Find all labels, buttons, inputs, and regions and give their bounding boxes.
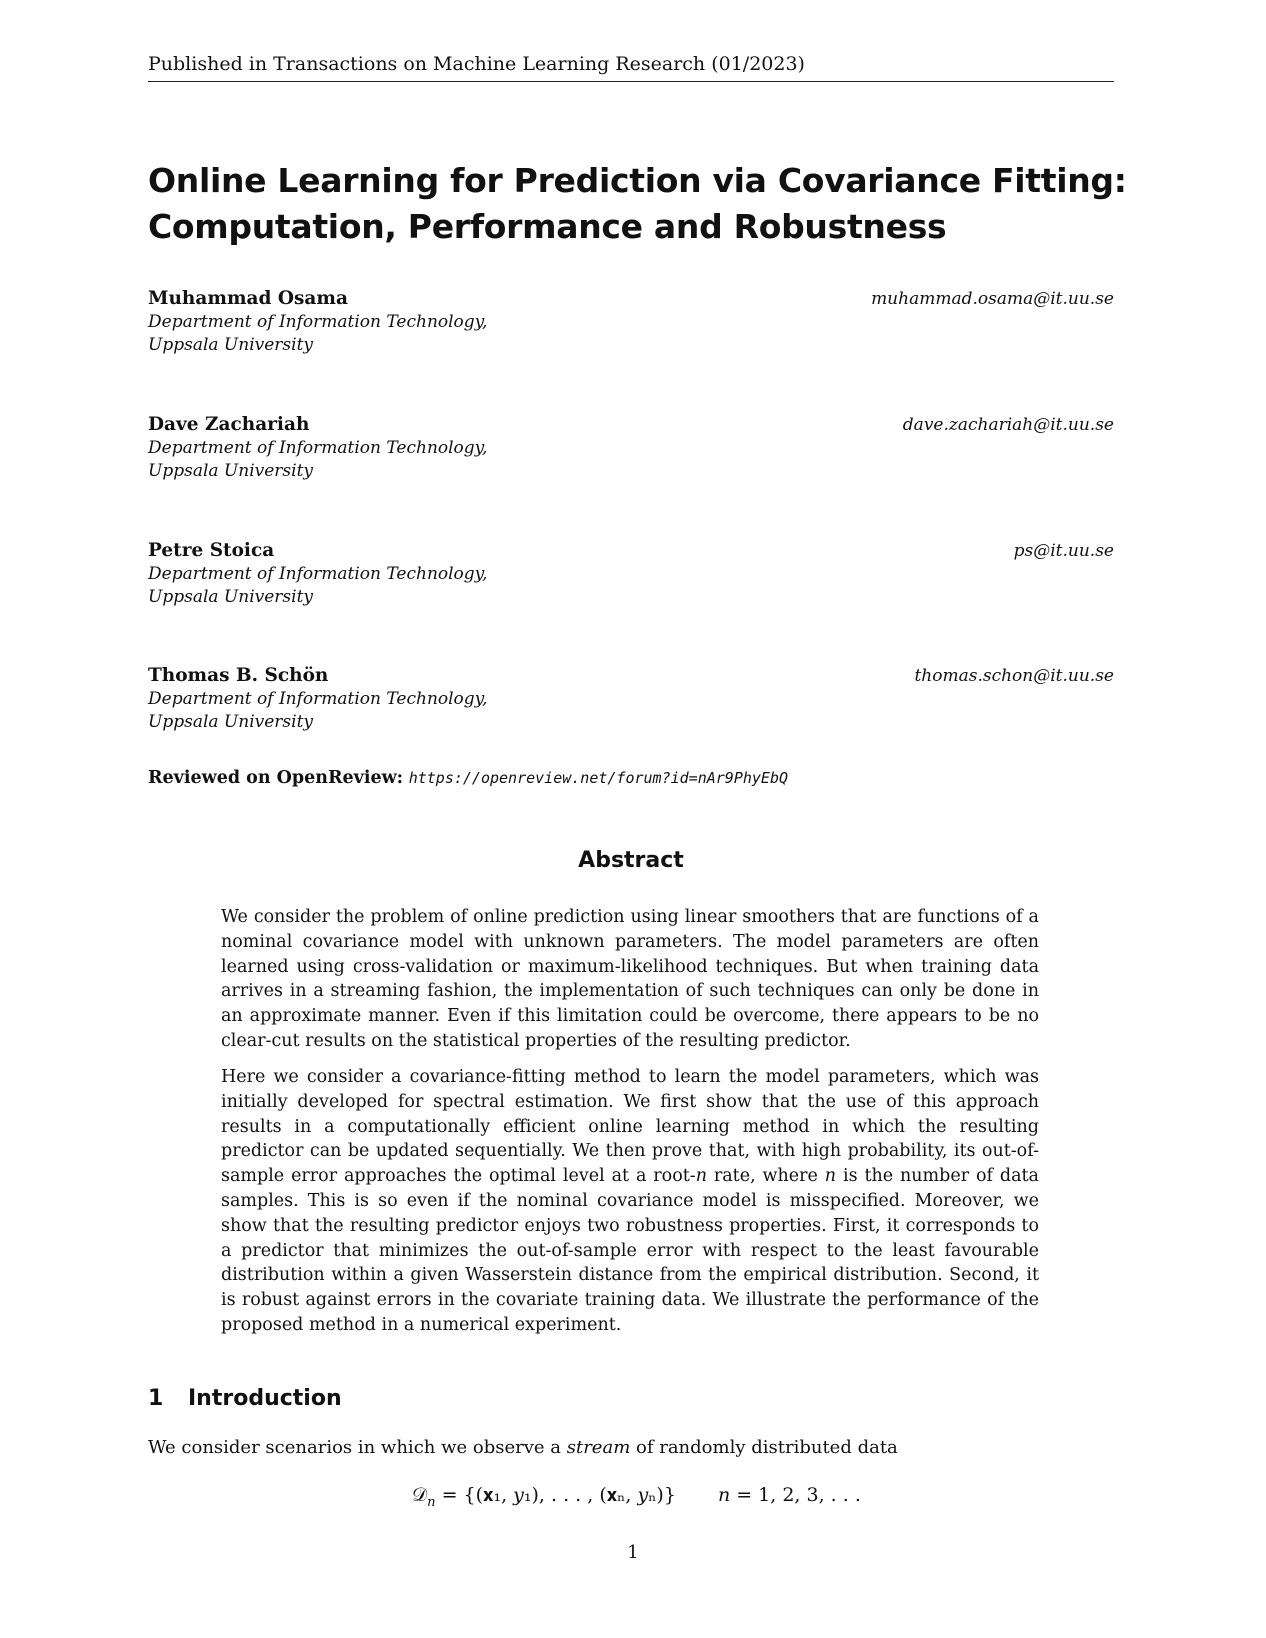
title-line-1: Online Learning for Prediction via Covariance Fitting: (148, 161, 1127, 200)
intro-sentence (148, 1437, 898, 1458)
abstract-heading: Abstract (578, 848, 684, 873)
author-email: dave.zachariah@it.uu.se (902, 415, 1114, 435)
abstract-text: is the number of data samples. This is so even if the nominal covariance model is misspecified. Moreover, we show that the resulting predictor enjoys two robustness properties. First, it corresponds to a predictor that minimizes the out-of-sample error with respect to the least favourable distribution within a given Wasserstein distance from the empirical distribution. Second, it is robust against errors in the covariate training data. We illustrate the performance of the proposed method in a numerical experiment. (221, 1166, 1039, 1335)
author-university: Uppsala University (148, 712, 314, 732)
abstract-paragraph-2 (221, 1065, 1039, 1338)
author-department: Department of Information Technology, (148, 438, 488, 458)
author-name: Muhammad Osama (148, 288, 348, 309)
author-university: Uppsala University (148, 587, 314, 607)
math-variable: n (695, 1166, 707, 1187)
abstract-paragraph-1: We consider the problem of online prediction using linear smoothers that are functions of a nominal covariance model with unknown parameters. The model parameters are often learned using cross-validation or maximum-likelihood techniques. But when training data arrives in a streaming fashion, the implementation of such techniques can only be done in an approximate manner. Even if this limitation could be overcome, there appears to be no clear-cut results on the statistical properties of the resulting predictor. (221, 907, 1039, 1051)
intro-text: We consider scenarios in which we observe a (148, 1437, 567, 1458)
openreview-link[interactable]: https://openreview.net/forum?id=nAr9PhyEbQ (408, 769, 789, 787)
author-block (148, 287, 1114, 357)
openreview-label: Reviewed on OpenReview: (148, 768, 404, 788)
abstract-text: rate, where (706, 1166, 825, 1187)
paper-title (148, 158, 1128, 250)
author-email: muhammad.osama@it.uu.se (871, 289, 1114, 309)
author-block (148, 413, 1114, 483)
equation-lhs: 𝒟 (412, 1484, 428, 1506)
intro-text: of randomly distributed data (630, 1437, 898, 1458)
author-university: Uppsala University (148, 335, 314, 355)
author-block (148, 539, 1114, 609)
author-department: Department of Information Technology, (148, 689, 488, 709)
running-header: Published in Transactions on Machine Learning Research (01/2023) (148, 53, 1114, 82)
author-name: Thomas B. Schön (148, 665, 329, 686)
equation-set: = {(𝐱₁, 𝑦₁), . . . , (𝐱ₙ, 𝑦ₙ)} (435, 1484, 676, 1506)
section-number: 1 (148, 1386, 164, 1411)
equation-subscript: n (427, 1494, 436, 1510)
section-heading (148, 1386, 342, 1411)
author-department: Department of Information Technology, (148, 312, 488, 332)
openreview-line (148, 768, 788, 788)
section-title: Introduction (188, 1386, 342, 1411)
author-name: Petre Stoica (148, 540, 275, 561)
author-university: Uppsala University (148, 461, 314, 481)
author-department: Department of Information Technology, (148, 564, 488, 584)
author-name: Dave Zachariah (148, 414, 310, 435)
abstract-text: Here we consider a covariance-fitting method to learn the model parameters, which was initially developed for spectral estimation. We first show that the use of this approach results in a computationally efficient online learning method in which the resulting predictor can be updated sequentially. We then prove that, with high probability, its out-of-sample error approaches the optimal level at a root- (221, 1067, 1039, 1187)
page-number: 1 (627, 1542, 639, 1563)
author-block (148, 664, 1114, 734)
intro-emphasis: stream (566, 1437, 631, 1458)
equation-index: 𝑛 = 1, 2, 3, . . . (717, 1484, 861, 1506)
author-email: thomas.schon@it.uu.se (914, 666, 1114, 686)
author-email: ps@it.uu.se (1013, 541, 1114, 561)
title-line-2: Computation, Performance and Robustness (148, 207, 947, 246)
equation (412, 1484, 861, 1510)
math-variable: n (824, 1166, 837, 1187)
